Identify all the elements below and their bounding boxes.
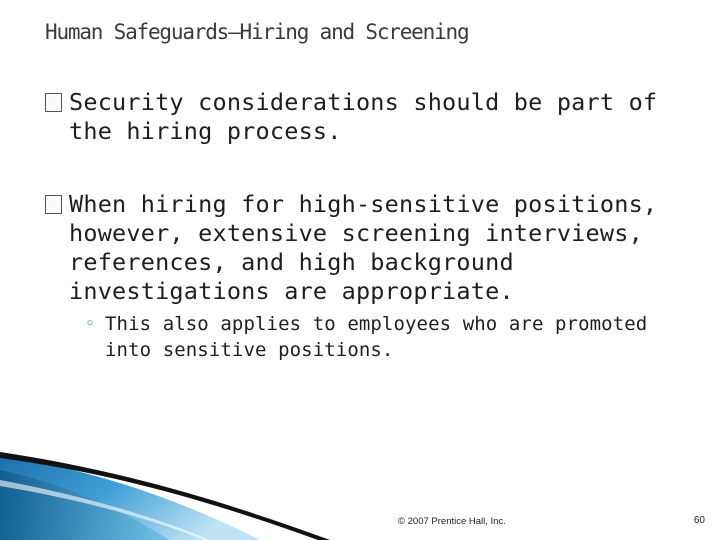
slide-body [45, 88, 685, 363]
slide-title: Human Safeguards–Hiring and Screening [45, 20, 469, 44]
square-bullet-icon [45, 93, 62, 112]
sub-bullet-text: This also applies to employees who are promoted into sensitive positions. [105, 313, 648, 361]
square-bullet-icon [45, 195, 62, 214]
sub-bullet-item [85, 311, 685, 363]
footer-copyright: © 2007 Prentice Hall, Inc. [398, 516, 506, 527]
page-number: 60 [693, 515, 705, 526]
circle-bullet-icon: ◦ [85, 314, 96, 334]
bullet-text: Security considerations should be part of the hiring process. [69, 88, 658, 145]
bullet-item [45, 190, 685, 306]
bullet-item [45, 88, 685, 146]
bullet-text: When hiring for high-sensitive positions, however, extensive screening interviews, references, and high background investigations are appropriate. [69, 190, 658, 305]
